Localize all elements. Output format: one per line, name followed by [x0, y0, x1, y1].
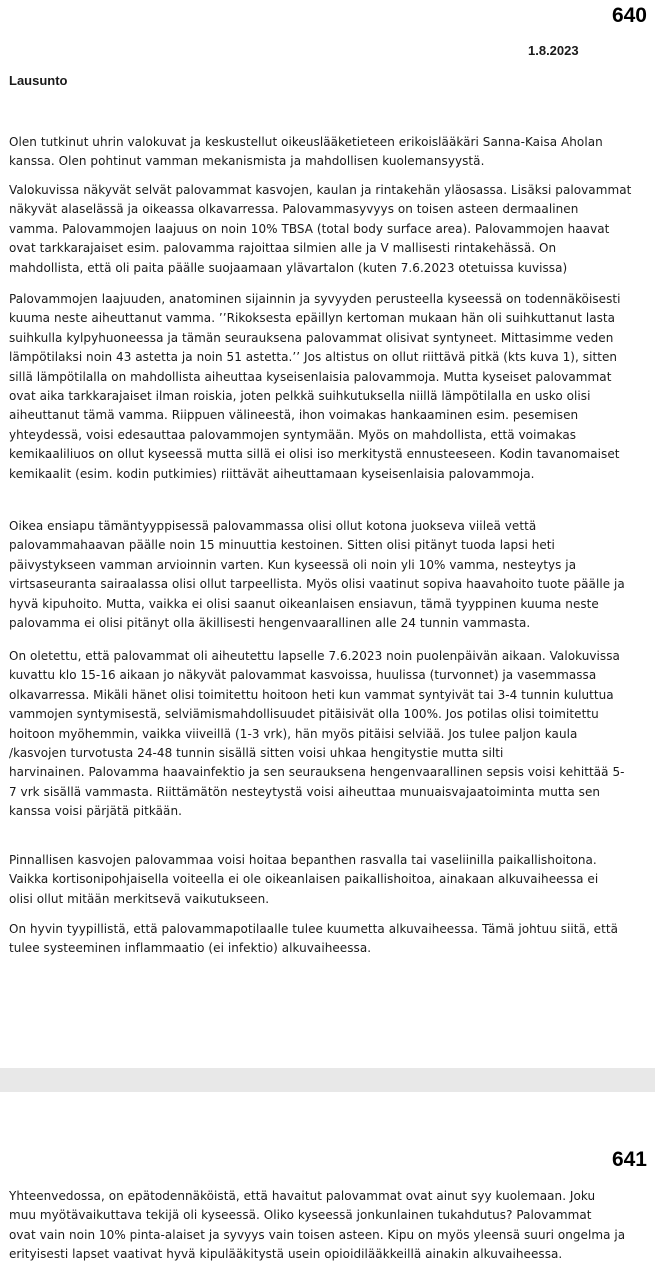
paragraph [9, 517, 625, 633]
paragraph [9, 290, 621, 484]
text-line: kanssa voisi pärjätä pitkään. [9, 804, 182, 819]
text-line: ovat tarkkarajaiset esim. palovamma rajoittaa silmien alle ja V mallisesti rintakehässä. On [9, 241, 557, 256]
text-line: Vaikka kortisonipohjaisella voiteella ei ole oikeanlaisen paikallishoitoa, ainakaan alkuvaiheessa ei [9, 872, 599, 887]
page-number: 640 [611, 4, 647, 27]
text-line: vammojen syntymisestä, selviämismahdollisuudet pitäisivät olla 100%. Jos potilas olisi toimitettu [9, 707, 599, 722]
text-line: On hyvin tyypillistä, että palovammapotilaalle tulee kuumetta alkuvaiheessa. Tämä johtuu siitä, että [9, 922, 619, 936]
page-number: 641 [611, 1148, 647, 1171]
text-line: kanssa. Olen pohtinut vamman mekanismista ja mahdollisen kuolemansyystä. [9, 154, 485, 169]
document-heading: Lausunto [9, 73, 68, 88]
text-line: näkyvät alaselässä ja oikeassa olkavarressa. Palovammasyvyys on toisen asteen dermaalinen [9, 202, 579, 217]
text-line: kuvattu klo 15-16 aikaan jo näkyvät palovammat kasvoissa, huulissa (turvonnet) ja vasemmassa [9, 668, 597, 683]
document-date: 1.8.2023 [528, 43, 579, 58]
text-line: olisi ollut mitään merkitsevä vaikutukseen. [9, 891, 270, 906]
text-line: Valokuvissa näkyvät selvät palovammat kasvojen, kaulan ja rintakehän yläosassa. Lisäksi palovammat [9, 183, 632, 197]
paragraph [9, 851, 609, 909]
text-line: hyvä kipuhoito. Mutta, vaikka ei olisi saanut oikeanlaisen ensiavun, tämä tyyppinen kuuma neste [9, 596, 599, 611]
paragraph [9, 920, 619, 959]
page-separator [0, 1068, 655, 1092]
text-line: On oletettu, että palovammat oli aiheutettu lapselle 7.6.2023 noin puolenpäivän aikaan. Valokuvissa [9, 649, 620, 663]
text-line: Oikea ensiapu tämäntyyppisessä palovammassa olisi ollut kotona juokseva viileä vettä [9, 519, 537, 533]
text-line: yhteydessä, voisi edesauttaa palovammojen syntymään. Myös on mahdollista, että voimakas [9, 427, 577, 442]
text-line: tulee systeeminen inflammaatio (ei infektio) alkuvaiheessa. [9, 941, 372, 956]
paragraph [9, 181, 632, 278]
text-line: palovamma ei olisi pitänyt olla äkillisesti hengenvaarallinen alle 24 tunnin vammasta. [9, 616, 531, 631]
text-line: Pinnallisen kasvojen palovammaa voisi hoitaa bepanthen rasvalla tai vaseliinilla paikallishoitona. [9, 853, 597, 867]
text-line: lämpötilaksi noin 43 astetta ja noin 51 astetta.’’ Jos altistus on ollut riittävä pitkä (kts kuva 1), sitten [9, 350, 618, 365]
text-line: Yhteenvedossa, on epätodennäköistä, että havaitut palovammat ovat ainut syy kuolemaan. Joku [9, 1189, 596, 1203]
text-line: 7 vrk sisällä vammasta. Riittämätön nesteytystä voisi aiheuttaa munuaisvajaatoiminta mutta sen [9, 784, 601, 799]
text-line: ovat aika tarkkarajaiset ilman roiskia, joten pelkkä suihkutuksella niillä lämpötilalla en usko olisi [9, 389, 591, 404]
paragraph [9, 647, 625, 822]
text-line: Olen tutkinut uhrin valokuvat ja keskustellut oikeuslääketieteen erikoislääkäri Sanna-Kaisa Aholan [9, 135, 603, 149]
text-line: päivystykseen vamman arvioinnin varten. Kun kyseessä oli noin yli 10% vamma, nesteytys ja [9, 557, 577, 572]
text-line: hoitoon myöhemmin, vaikka viiveillä (1-3 vrk), hän myös pitäisi selviää. Jos tulee paljon kaula [9, 726, 578, 741]
text-line: Palovammojen laajuuden, anatominen sijainnin ja syvyyden perusteella kyseessä on todennäköisesti [9, 292, 621, 306]
paragraph [9, 1187, 626, 1265]
paragraph [9, 133, 609, 172]
text-line: kuuma neste aiheuttanut vamma. ’’Rikoksesta epäillyn kertoman mukaan hän oli suihkuttanut lasta [9, 311, 616, 326]
text-line: ovat vain noin 10% pinta-alaiset ja syvyys vain toisen asteen. Kipu on myös yleensä suuri ongelma ja [9, 1227, 626, 1242]
text-line: aiheuttanut tämä vamma. Riippuen välineestä, ihon voimakas hankaaminen esim. pesemisen [9, 408, 579, 423]
text-line: erityisesti lapset vaativat hyvä kipulääkitystä usein opioidilääkkeillä ainakin alkuvaiheessa. [9, 1247, 563, 1262]
text-line: muu myötävaikuttava tekijä oli kyseessä. Oliko kyseessä jonkunlainen tukahdutus? Palovammat [9, 1208, 592, 1223]
text-line: harvinainen. Palovamma haavainfektio ja sen seurauksena hengenvaarallinen sepsis voisi kehittää 5- [9, 765, 625, 780]
text-line: kemikaalit (esim. kodin putkimies) riittävät aiheuttamaan kyseisenlaisia palovammoja. [9, 466, 535, 481]
text-line: suihkulla kylpyhuoneessa ja tämän seurauksena palovammat olisivat syntyneet. Mittasimme veden [9, 330, 614, 345]
text-line: /kasvojen turvotusta 24-48 tunnin sisällä sitten voisi uhkaa hengitystie mutta silti [9, 746, 504, 761]
text-line: mahdollista, että oli paita päälle suojaamaan ylävartalon (kuten 7.6.2023 otetuissa kuvissa) [9, 260, 568, 275]
text-line: olkavarressa. Mikäli hänet olisi toimitettu hoitoon heti kun vammat syntyivät tai 3-4 tunnin kuluttua [9, 687, 614, 702]
text-line: palovammahaavan päälle noin 15 minuuttia kestoinen. Sitten olisi pitänyt tuoda lapsi heti [9, 538, 555, 553]
text-line: kemikaaliliuos on ollut kyseessä mutta sillä ei olisi iso merkitystä ennusteeseen. Kodin tavanomaiset [9, 447, 620, 462]
text-line: vamma. Palovammojen laajuus on noin 10% TBSA (total body surface area). Palovammojen haavat [9, 221, 610, 236]
text-line: virtsaseuranta sairaalassa olisi ollut tarpeellista. Myös olisi vaatinut sopiva haavahoito tuote päälle ja [9, 577, 625, 592]
text-line: sillä lämpötilalla on mahdollista aiheuttaa kyseisenlaisia palovammoja. Mutta kyseiset palovammat [9, 369, 612, 384]
